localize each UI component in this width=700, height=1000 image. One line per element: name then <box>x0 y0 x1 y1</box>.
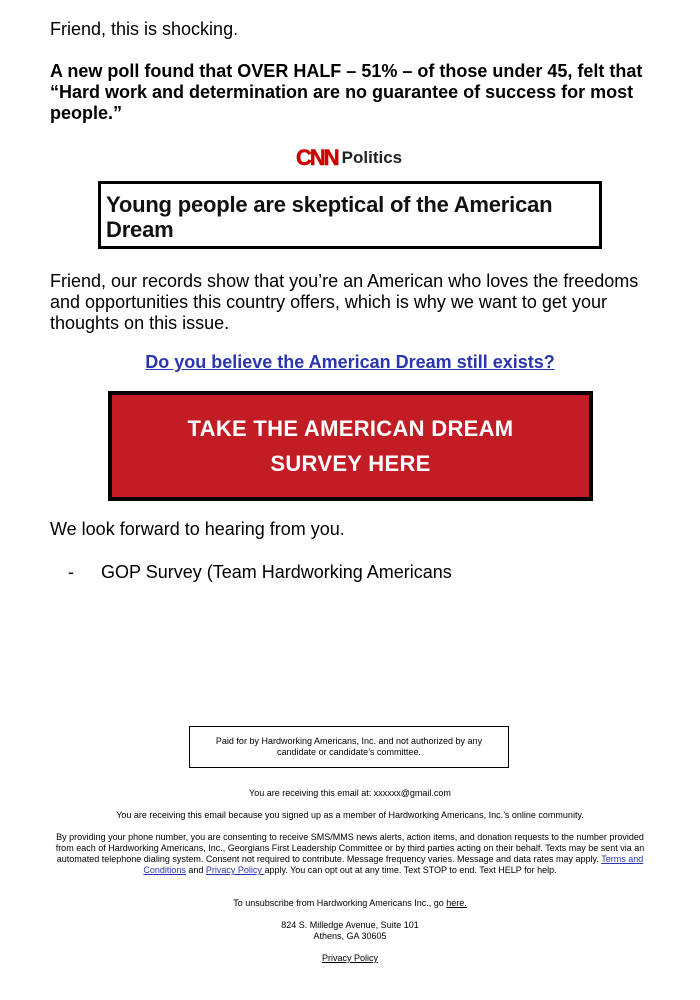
terms-link[interactable]: Terms and Conditions <box>143 854 644 875</box>
receiving-at-prefix: You are receiving this email at: <box>249 788 374 798</box>
sms-consent-part1: By providing your phone number, you are consenting to receive SMS/MMS news alerts, action items, and donation requests to the number provided from each of Hardworking Americans, Inc., Georgians First Leadership Committee or by third parties acting on their behalf. Texts may be sent via an automated telephone dialing system. Consent not required to contribute. Message frequency varies. Message and data rates may apply. <box>55 832 645 864</box>
cta-button-frame <box>108 391 593 501</box>
news-headline: Young people are skeptical of the American Dream <box>106 192 553 242</box>
signature-text: GOP Survey (Team Hardworking Americans <box>101 562 452 582</box>
survey-question-link[interactable]: Do you believe the American Dream still exists? <box>145 352 555 372</box>
paid-for-disclaimer: Paid for by Hardworking Americans, Inc. and not authorized by any candidate or candidate’s committee. <box>189 726 509 768</box>
unsubscribe-prefix: To unsubscribe from Hardworking Americans Inc., go <box>233 898 447 908</box>
sms-consent <box>50 832 650 876</box>
cnn-logo-mark: CNN <box>296 145 338 170</box>
and-text: and <box>185 865 206 875</box>
cnn-section-label: Politics <box>341 148 403 167</box>
signature-dash: - <box>68 562 74 582</box>
sms-consent-part2: apply. You can opt out at any time. Text STOP to end. Text HELP for help. <box>264 865 557 875</box>
cnn-politics-logo <box>296 146 402 170</box>
news-headline-box <box>98 181 602 249</box>
unsubscribe-line <box>50 898 650 909</box>
privacy-policy-footer <box>50 953 650 964</box>
address-line-2: Athens, GA 30605 <box>313 931 387 941</box>
cta-line-1: TAKE THE AMERICAN DREAM <box>187 416 514 441</box>
signature <box>68 561 452 583</box>
greeting: Friend, this is shocking. <box>50 19 239 39</box>
closing-line: We look forward to hearing from you. <box>50 519 345 539</box>
receiving-at-line <box>50 788 650 799</box>
receiving-reason: You are receiving this email because you signed up as a member of Hardworking Americans, Inc.’s online community. <box>116 810 584 820</box>
cta-line-2: SURVEY HERE <box>270 451 431 476</box>
records-paragraph: Friend, our records show that you’re an American who loves the freedoms and opportunities this country offers, which is why we want to get your thoughts on this issue. <box>50 271 639 333</box>
poll-statement: A new poll found that OVER HALF – 51% – of those under 45, felt that “Hard work and determination are no guarantee of success for most people.” <box>50 61 643 123</box>
unsubscribe-link[interactable]: here. <box>446 898 467 908</box>
privacy-link-inline[interactable]: Privacy Policy <box>205 865 265 875</box>
privacy-policy-link[interactable]: Privacy Policy <box>321 953 378 963</box>
mailing-address <box>50 920 650 942</box>
take-survey-button[interactable] <box>112 395 589 497</box>
address-line-1: 824 S. Milledge Avenue, Suite 101 <box>281 920 419 930</box>
recipient-email: xxxxxx@gmail.com <box>373 788 451 798</box>
